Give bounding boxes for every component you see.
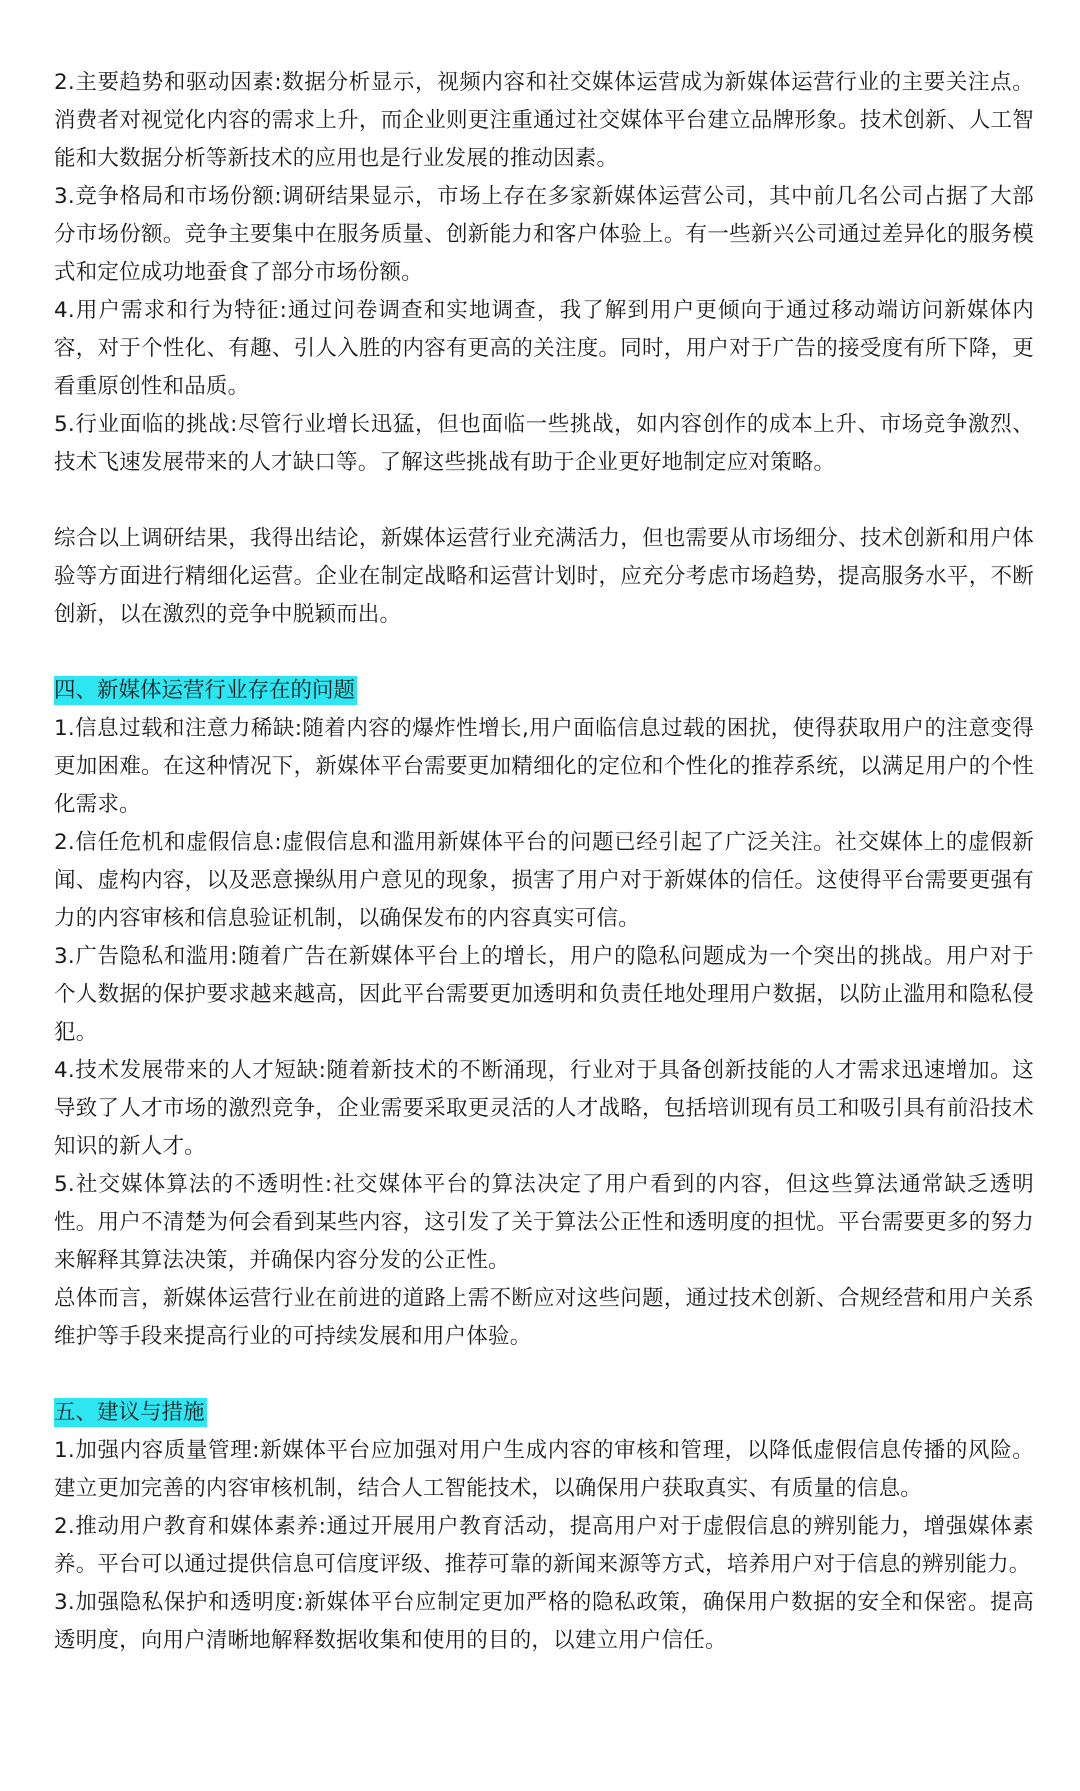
paragraph-spacer (54, 482, 1034, 520)
paragraph-spacer (54, 1356, 1034, 1394)
section4-heading-text: 四、新媒体运营行业存在的问题 (54, 678, 356, 703)
challenges-paragraph: 5.行业面临的挑战:尽管行业增长迅猛，但也面临一些挑战，如内容创作的成本上升、市场竞争激烈、技术飞速发展带来的人才缺口等。了解这些挑战有助于企业更好地制定应对策略。 (54, 412, 1034, 475)
privacy-protection-paragraph: 3.加强隐私保护和透明度:新媒体平台应制定更加严格的隐私政策，确保用户数据的安全和保密。提高透明度，向用户清晰地解释数据收集和使用的目的，以建立用户信任。 (54, 1590, 1034, 1653)
ad-privacy-paragraph: 3.广告隐私和滥用:随着广告在新媒体平台上的增长，用户的隐私问题成为一个突出的挑战。用户对于个人数据的保护要求越来越高，因此平台需要更加透明和负责任地处理用户数据，以防止滥用和隐私侵犯。 (54, 944, 1034, 1045)
section5-heading-text: 五、建议与措施 (54, 1400, 205, 1425)
section3-conclusion: 综合以上调研结果，我得出结论，新媒体运营行业充满活力，但也需要从市场细分、技术创新和用户体验等方面进行精细化运营。企业在制定战略和运营计划时，应充分考虑市场趋势，提高服务水平，不断创新，以在激烈的竞争中脱颖而出。 (54, 526, 1034, 627)
user-education-paragraph: 2.推动用户教育和媒体素养:通过开展用户教育活动，提高用户对于虚假信息的辨别能力，增强媒体素养。平台可以通过提供信息可信度评级、推荐可靠的新闻来源等方式，培养用户对于信息的辨别能力。 (54, 1514, 1034, 1577)
user-needs-paragraph: 4.用户需求和行为特征:通过问卷调查和实地调查，我了解到用户更倾向于通过移动端访问新媒体内容，对于个性化、有趣、引人入胜的内容有更高的关注度。同时，用户对于广告的接受度有所下降，更看重原创性和品质。 (54, 298, 1034, 399)
trend-paragraph: 2.主要趋势和驱动因素:数据分析显示，视频内容和社交媒体运营成为新媒体运营行业的主要关注点。消费者对视觉化内容的需求上升，而企业则更注重通过社交媒体平台建立品牌形象。技术创新、人工智能和大数据分析等新技术的应用也是行业发展的推动因素。 (54, 70, 1034, 171)
document-page (54, 64, 1034, 1660)
algorithm-opacity-paragraph: 5.社交媒体算法的不透明性:社交媒体平台的算法决定了用户看到的内容，但这些算法通常缺乏透明性。用户不清楚为何会看到某些内容，这引发了关于算法公正性和透明度的担忧。平台需要更多的努力来解释其算法决策，并确保内容分发的公正性。 (54, 1172, 1034, 1273)
info-overload-paragraph: 1.信息过载和注意力稀缺:随着内容的爆炸性增长,用户面临信息过载的困扰，使得获取用户的注意变得更加困难。在这种情况下，新媒体平台需要更加精细化的定位和个性化的推荐系统，以满足用户的个性化需求。 (54, 716, 1034, 817)
section5-heading (54, 1394, 1034, 1432)
trust-crisis-paragraph: 2.信任危机和虚假信息:虚假信息和滥用新媒体平台的问题已经引起了广泛关注。社交媒体上的虚假新闻、虚构内容，以及恶意操纵用户意见的现象，损害了用户对于新媒体的信任。这使得平台需要更强有力的内容审核和信息验证机制，以确保发布的内容真实可信。 (54, 830, 1034, 931)
competition-paragraph: 3.竞争格局和市场份额:调研结果显示，市场上存在多家新媒体运营公司，其中前几名公司占据了大部分市场份额。竞争主要集中在服务质量、创新能力和客户体验上。有一些新兴公司通过差异化的服务模式和定位成功地蚕食了部分市场份额。 (54, 184, 1034, 285)
talent-shortage-paragraph: 4.技术发展带来的人才短缺:随着新技术的不断涌现，行业对于具备创新技能的人才需求迅速增加。这导致了人才市场的激烈竞争，企业需要采取更灵活的人才战略，包括培训现有员工和吸引具有前沿技术知识的新人才。 (54, 1058, 1034, 1159)
paragraph-spacer (54, 634, 1034, 672)
section4-conclusion: 总体而言，新媒体运营行业在前进的道路上需不断应对这些问题，通过技术创新、合规经营和用户关系维护等手段来提高行业的可持续发展和用户体验。 (54, 1286, 1034, 1349)
content-quality-paragraph: 1.加强内容质量管理:新媒体平台应加强对用户生成内容的审核和管理，以降低虚假信息传播的风险。建立更加完善的内容审核机制，结合人工智能技术，以确保用户获取真实、有质量的信息。 (54, 1438, 1034, 1501)
section4-heading (54, 672, 1034, 710)
